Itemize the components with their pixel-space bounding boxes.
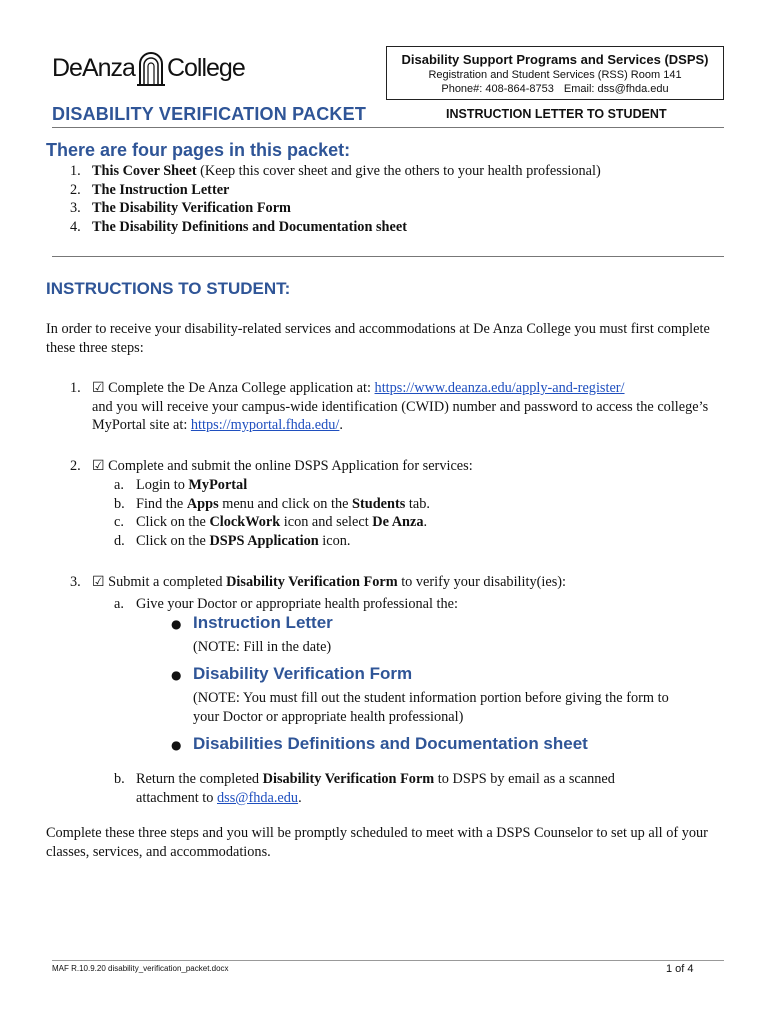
footer-filename: MAF R.10.9.20 disability_verification_packet.docx [52,964,229,973]
archway-icon [137,50,165,86]
list-item: a. Login to MyPortal [114,477,248,493]
step-1: 1. ☑ Complete the De Anza College application at: https://www.deanza.edu/apply-and-register/ and you will receive your campus-wide identification (CWID) number and password to access the college’s MyPortal site at: https://myportal.fhda.edu/. [70,380,709,433]
four-pages-heading: There are four pages in this packet: [46,140,351,160]
bullet-verification-form: ● Disability Verification Form [171,664,413,683]
packet-title: DISABILITY VERIFICATION PACKET [52,104,367,124]
checkbox-checked-icon: ☑ [92,574,105,590]
step-3b: b. Return the completed Disability Verification Form to DSPS by email as a scanned attachment to dss@fhda.edu. [114,771,615,806]
bullet-instruction-letter: ● Instruction Letter [171,613,333,632]
list-item: 2. The Instruction Letter [70,181,230,198]
instructions-heading: INSTRUCTIONS TO STUDENT: [46,279,291,298]
page-list [70,162,601,236]
header-divider [52,127,724,128]
list-item: 1. This Cover Sheet (Keep this cover sheet and give the others to your health professional) [70,163,601,179]
intro-paragraph: In order to receive your disability-related services and accommodations at De Anza College you must first complete these three steps: [46,321,710,356]
dsps-contact-box [386,46,724,100]
note-1: (NOTE: Fill in the date) [193,639,332,655]
logo-left-word: DeAnza [52,53,135,82]
dsps-contact-line [387,83,723,95]
dsps-title: Disability Support Programs and Services (DSPS) [401,52,709,67]
list-item: 3. The Disability Verification Form [70,200,291,216]
bullet-icon: ● [171,617,182,631]
list-item: 4. The Disability Definitions and Documentation sheet [70,218,407,235]
myportal-link[interactable]: https://myportal.fhda.edu/ [190,417,340,433]
apply-register-link[interactable]: https://www.deanza.edu/apply-and-register/ [374,380,625,396]
checkbox-checked-icon: ☑ [92,458,105,474]
section-divider [52,256,724,257]
college-logo [52,48,245,88]
page-number: 1 of 4 [666,963,694,975]
dss-email-link[interactable]: dss@fhda.edu [217,789,299,806]
step-3: 3. ☑ Submit a completed Disability Verification Form to verify your disability(ies): [70,574,566,590]
step-2: 2. ☑ Complete and submit the online DSPS Application for services: [70,458,473,474]
note-2: (NOTE: You must fill out the student information portion before giving the form to your Doctor or appropriate health professional) [193,690,669,725]
instruction-letter-label: INSTRUCTION LETTER TO STUDENT [446,107,667,121]
checkbox-checked-icon: ☑ [92,380,105,396]
dsps-phone: Phone#: 408-864-8753 [441,83,554,95]
dsps-email: Email: dss@fhda.edu [563,83,669,95]
bullet-icon: ● [171,738,182,752]
list-item: c. Click on the ClockWork icon and select De Anza. [114,514,428,530]
closing-paragraph: Complete these three steps and you will be promptly scheduled to meet with a DSPS Counselor to set up all of your classes, services, and accommodations. [46,825,708,860]
dsps-location: Registration and Student Services (RSS) Room 141 [428,69,682,81]
footer-divider [52,960,724,961]
list-item: b. Find the Apps menu and click on the Students tab. [114,495,430,512]
bullet-definitions-sheet: ● Disabilities Definitions and Documentation sheet [171,734,588,753]
step-2-substeps [114,476,734,550]
step-3a: a. Give your Doctor or appropriate health professional the: [114,596,458,612]
bullet-icon: ● [171,668,182,682]
list-item: d. Click on the DSPS Application icon. [114,532,351,549]
logo-right-word: College [166,53,245,82]
